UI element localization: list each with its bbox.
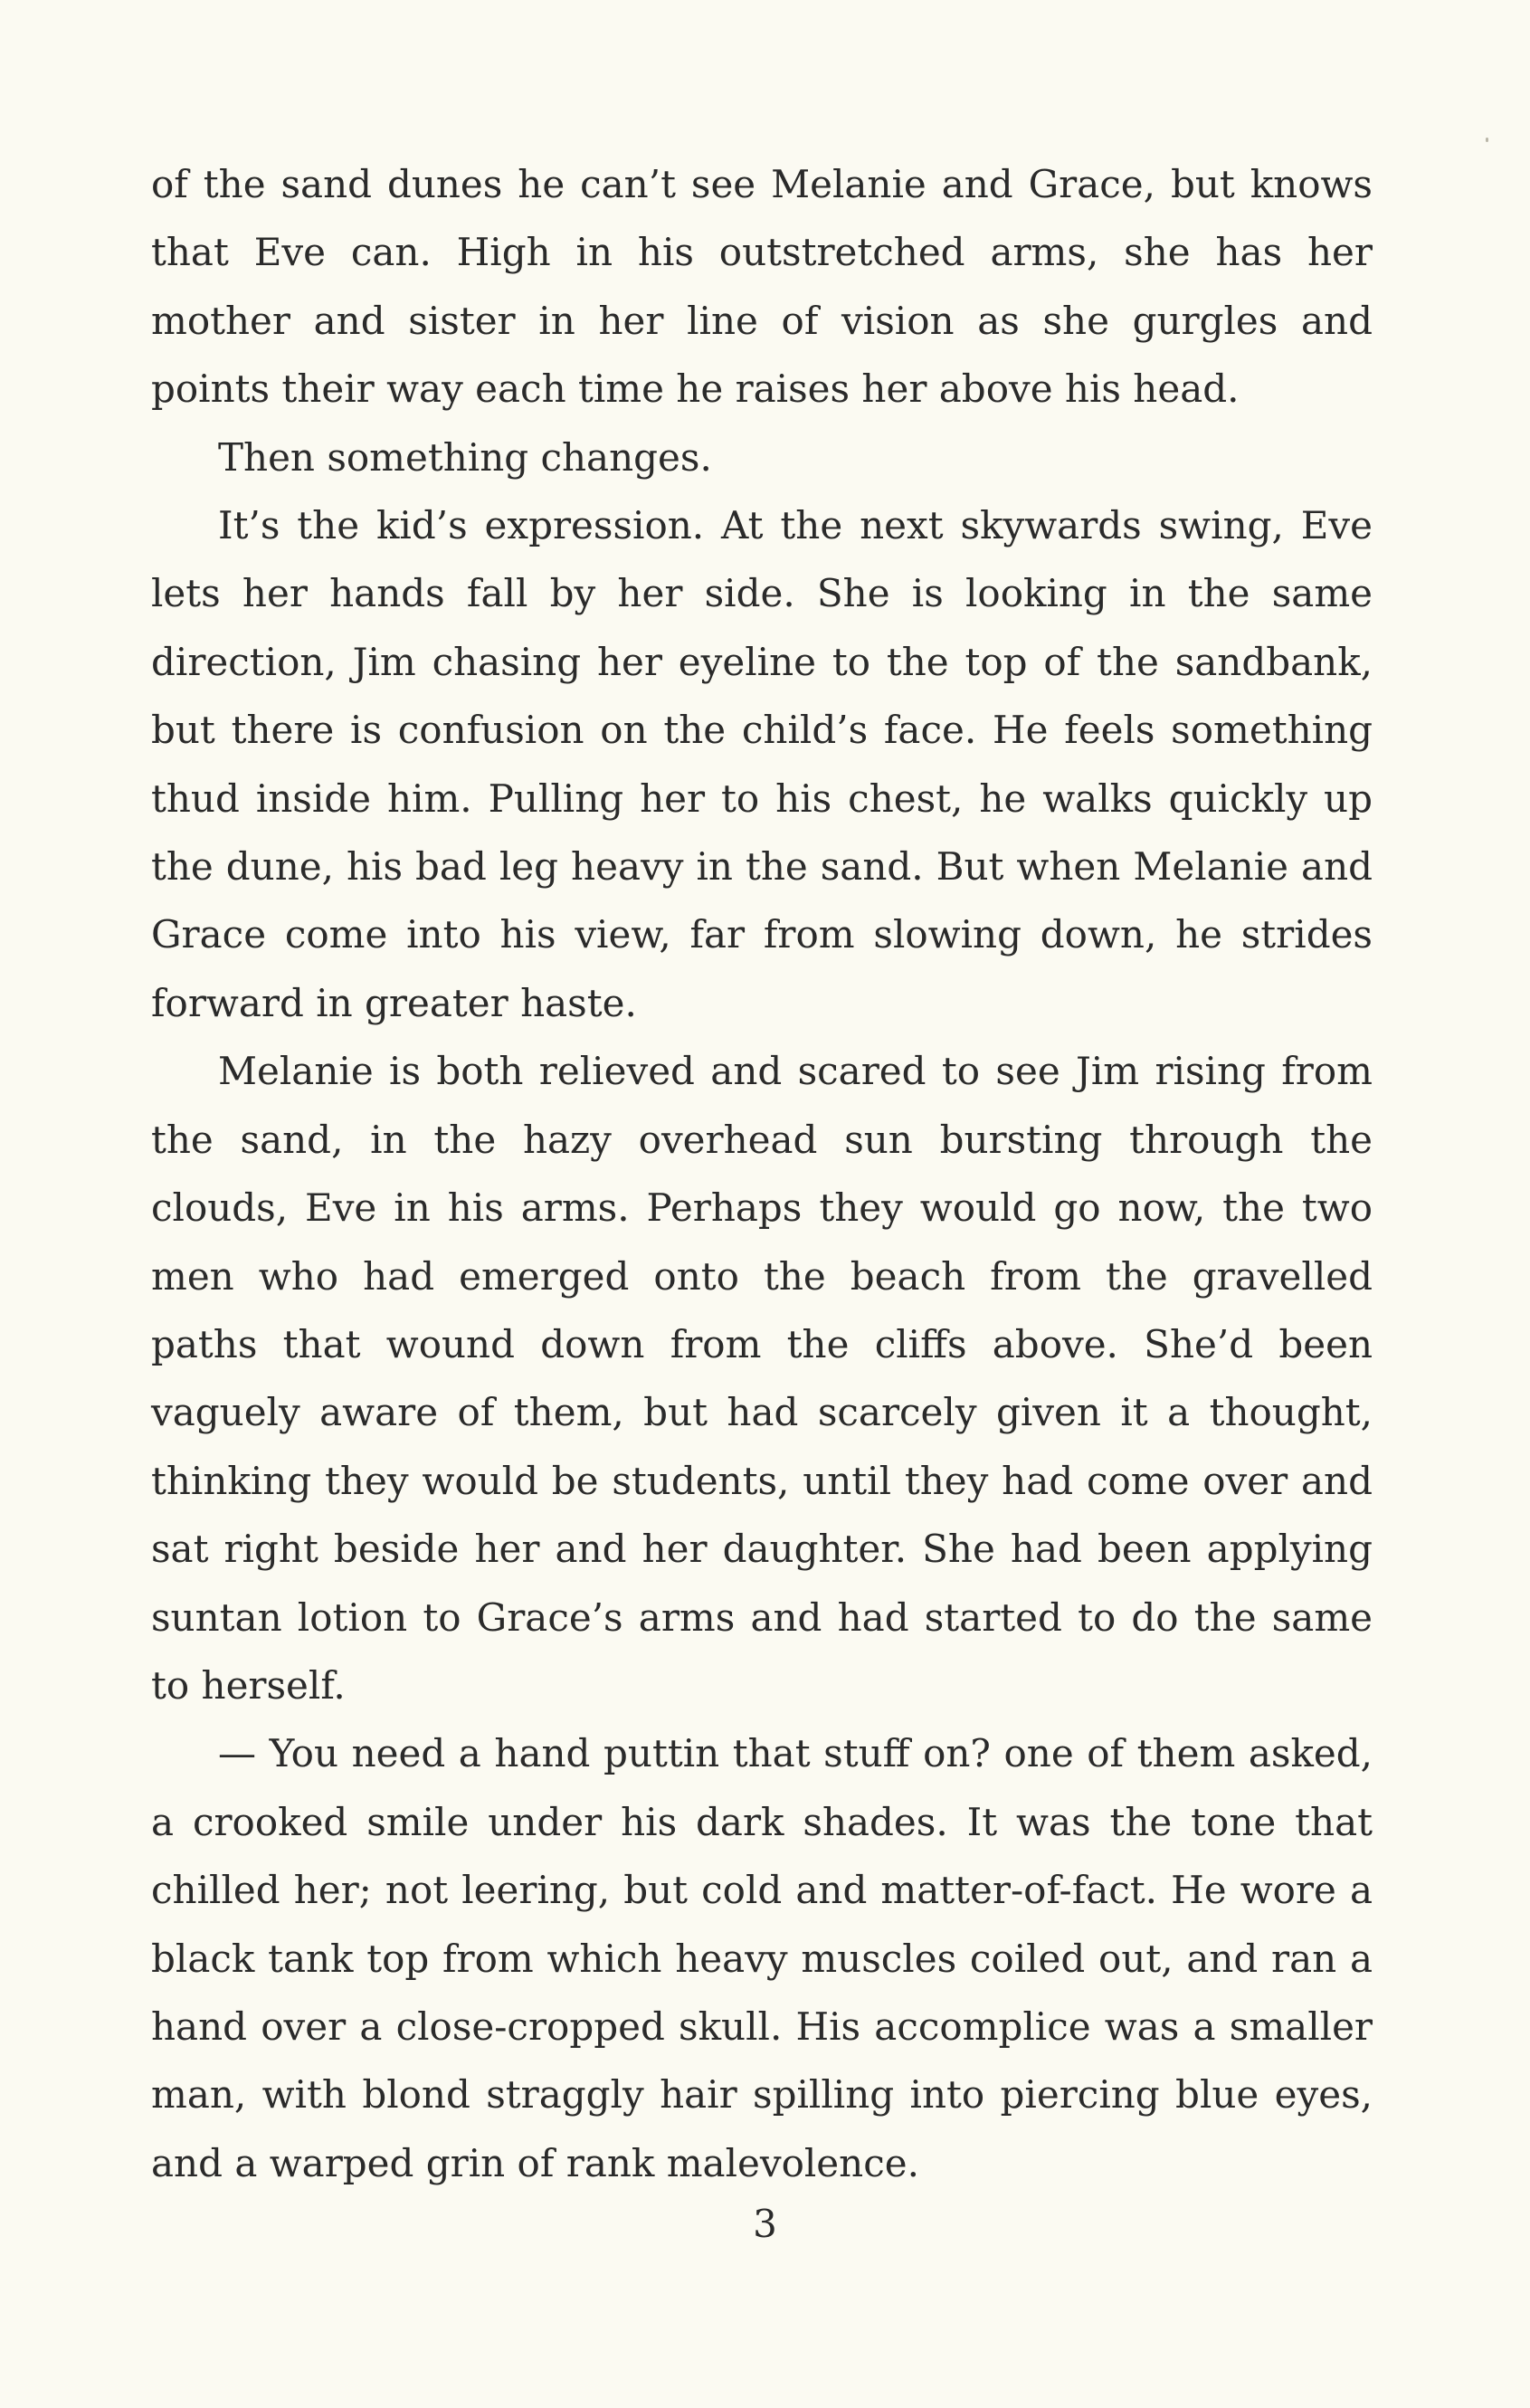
paragraph: of the sand dunes he can’t see Melanie and Grace, but knows that Eve can. High in his outstretched arms, she has her mother and sister in her line of vision as she gurgles and points their way each time he raises her above his head. <box>151 162 1373 412</box>
body-text <box>151 150 1373 2197</box>
paragraph: Then something changes. <box>218 434 712 480</box>
paragraph: It’s the kid’s expression. At the next skywards swing, Eve lets her hands fall by her side. She is looking in the same direction, Jim chasing her eyeline to the top of the sandbank, but there is confusion on the child’s face. He feels something thud inside him. Pulling her to his chest, he walks quickly up the dune, his bad leg heavy in the sand. But when Melanie and Grace come into his view, far from slowing down, he strides forward in greater haste. <box>151 503 1373 1025</box>
paragraph: Melanie is both relieved and scared to see Jim rising from the sand, in the hazy overhead sun bursting through the clouds, Eve in his arms. Perhaps they would go now, the two men who had emerged onto the beach from the gravelled paths that wound down from the cliffs above. She’d been vaguely aware of them, but had scarcely given it a thought, thinking they would be students, until they had come over and sat right beside her and her daughter. She had been applying suntan lotion to Grace’s arms and had started to do the same to herself. <box>151 1049 1373 1708</box>
paper-speck <box>1486 138 1488 142</box>
paragraph: — You need a hand puttin that stuff on? one of them asked, a crooked smile under his dark shades. It was the tone that chilled her; not leering, but cold and matter-of-fact. He wore a black tank top from which heavy muscles coiled out, and ran a hand over a close-cropped skull. His accomplice was a smaller man, with blond straggly hair spilling into piercing blue eyes, and a warped grin of rank malevolence. <box>151 1731 1373 2185</box>
page-number: 3 <box>753 2202 777 2246</box>
